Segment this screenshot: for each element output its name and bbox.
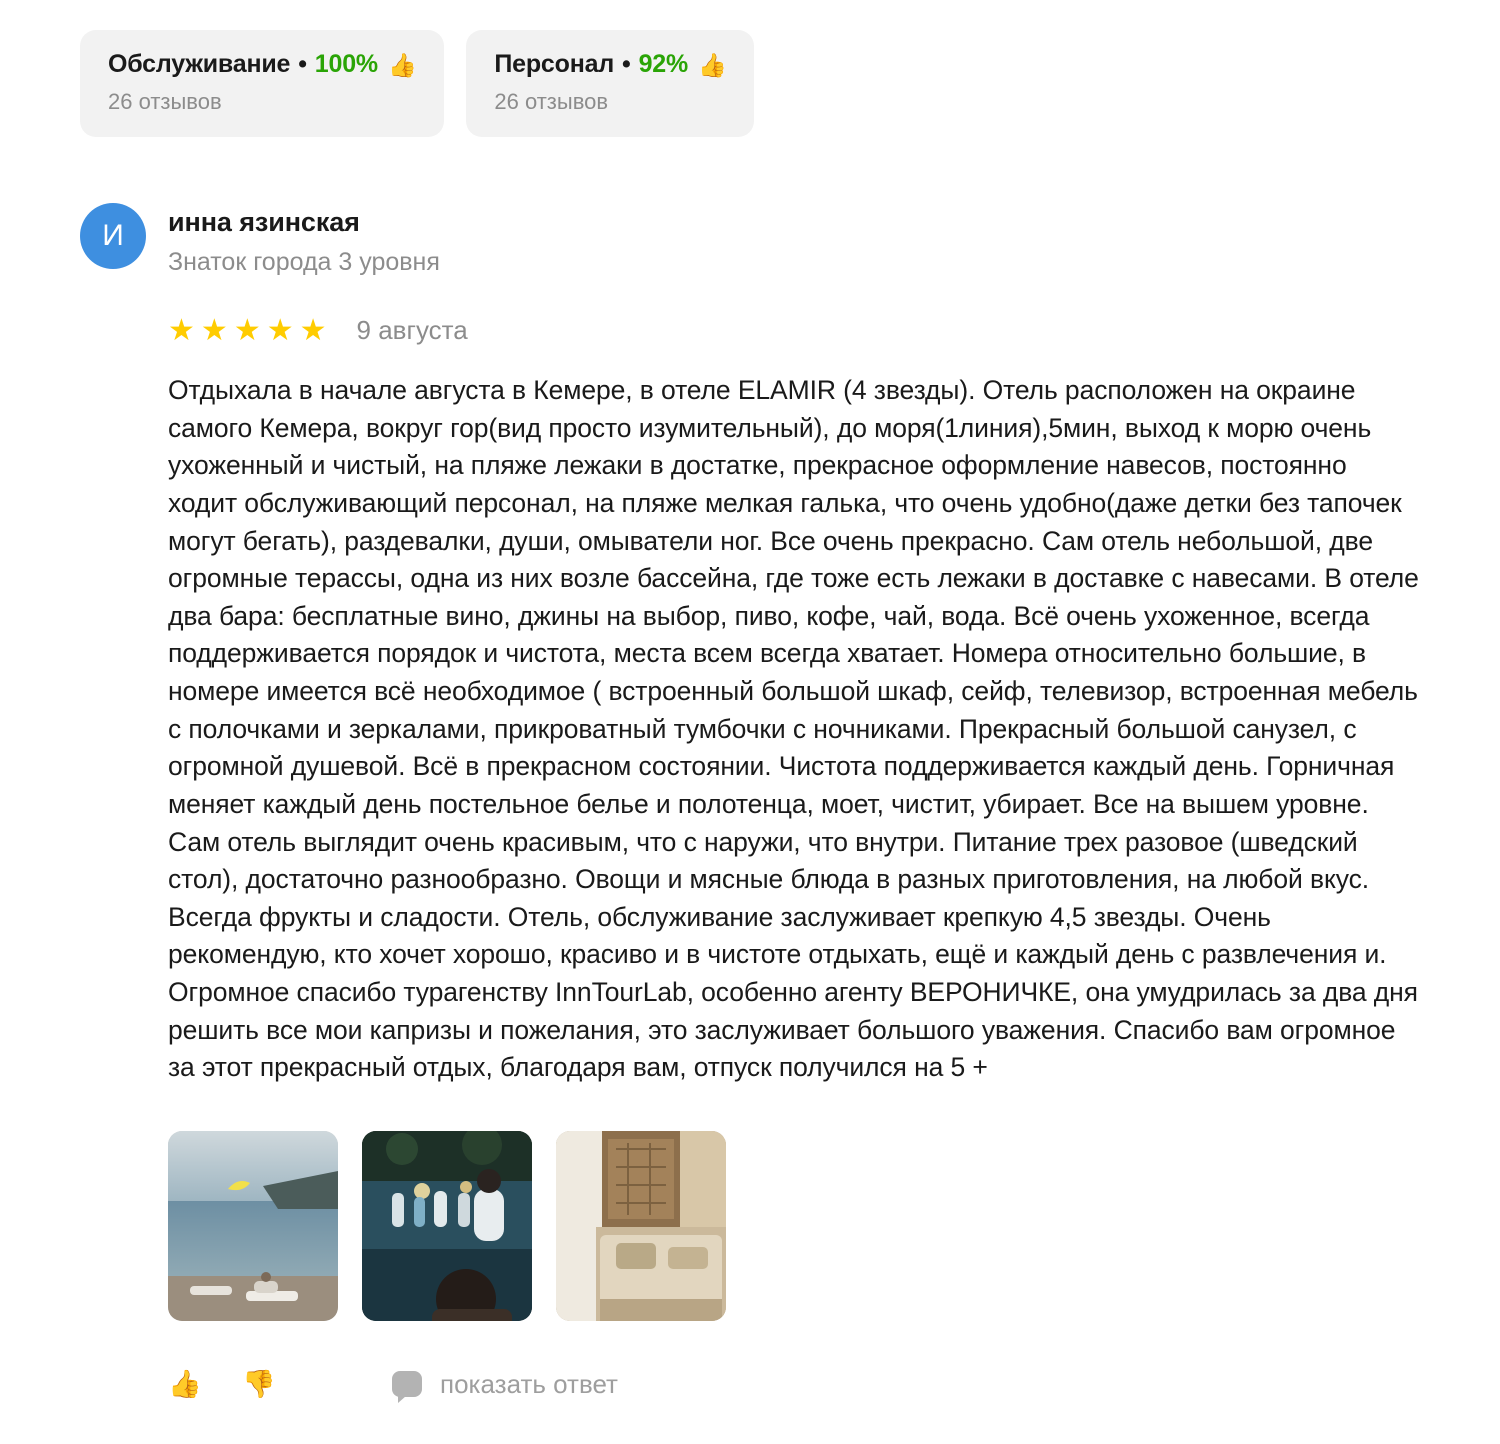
author-block — [168, 203, 440, 277]
review-photo-animation[interactable] — [362, 1131, 532, 1321]
avatar[interactable]: И — [80, 203, 146, 269]
comment-bubble-icon — [392, 1371, 422, 1397]
rating-chip-staff-label: Персонал — [494, 50, 614, 78]
rating-chip-staff-separator: • — [622, 50, 631, 78]
like-button[interactable] — [168, 1368, 242, 1399]
review-author-row — [80, 203, 1420, 277]
rating-chip-staff-header — [494, 50, 726, 79]
show-answer-button[interactable] — [392, 1369, 618, 1400]
review-actions — [168, 1369, 1420, 1440]
rating-chip-service-count: 26 отзывов — [108, 89, 222, 114]
review-photos — [168, 1131, 1420, 1321]
rating-chips — [0, 0, 1500, 137]
review-date: 9 августа — [356, 315, 468, 345]
rating-chip-service[interactable] — [80, 30, 444, 137]
review-text: Отдыхала в начале августа в Кемере, в отеле ELAMIR (4 звезды). Отель расположен на окраине самого Кемера, вокруг гор(вид просто изумительный), до моря(1линия),5мин, выход к морю очень ухоженный и чистый, на пляже лежаки в достатке, прекрасное оформление навесов, постоянно ходит обслуживающий персонал, на пляже мелкая галька, что очень удобно(даже детки без тапочек могут бегать), раздевалки, души, омыватели ног. Все очень прекрасно. Сам отель небольшой, две огромные терассы, одна из них возле бассейна, где тоже есть лежаки в доставке с навесами. В отеле два бара: бесплатные вино, джины на выбор, пиво, кофе, чай, вода. Всё очень ухоженное, всегда поддерживается порядок и чистота, места всем всегда хватает. Номера относительно большие, в номере имеется всё необходимое ( встроенный большой шкаф, сейф, телевизор, встроенная мебель с полочками и зеркалами, прикроватный тумбочки с ночниками. Прекрасный большой санузел, с огромной душевой. Всё в прекрасном состоянии. Чистота поддерживается каждый день. Горничная меняет каждый день постельное белье и полотенца, моет, чистит, убирает. Все на вышем уровне. Сам отель выглядит очень красивым, что с наружи, что внутри. Питание трех разовое (шведский стол), достаточно разнообразно. Овощи и мясные блюда в разных приготовления, на любой вкус. Всегда фрукты и сладости. Отель, обслуживание заслуживает крепкую 4,5 звезды. Очень рекомендую, кто хочет хорошо, красиво и в чистоте отдыхать, ещё и каждый день с развлечения и. Огромное спасибо турагенству InnTourLab, особенно агенту ВЕРОНИЧКЕ, она умудрилась за два дня решить все мои капризы и пожелания, это заслуживает большого уважения. Спасибо вам огромное за этот прекрасный отдых, благодаря вам, отпуск получился на 5 + — [168, 375, 1419, 1083]
rating-chip-staff-count: 26 отзывов — [494, 89, 609, 114]
review-photo-beach[interactable] — [168, 1131, 338, 1321]
rating-chip-service-separator: • — [298, 50, 307, 78]
photo-beach-image — [168, 1131, 338, 1321]
star-icon: ★ — [266, 313, 294, 347]
photo-animation-image — [362, 1131, 532, 1321]
rating-chip-service-header — [108, 50, 416, 79]
star-icon: ★ — [233, 313, 261, 347]
star-icon: ★ — [168, 313, 195, 347]
photo-room-image — [556, 1131, 726, 1321]
thumb-up-icon: 👍 — [387, 52, 417, 78]
thumb-down-icon: 👎 — [242, 1368, 276, 1399]
star-icon: ★ — [299, 313, 327, 347]
rating-chip-staff-percent: 92% — [638, 50, 688, 78]
show-answer-label: показать ответ — [440, 1368, 618, 1399]
author-name[interactable]: инна язинская — [168, 207, 360, 237]
star-icon: ★ — [200, 313, 228, 347]
star-rating — [168, 313, 327, 347]
review-rating-row — [168, 315, 1420, 346]
author-level: Знаток города 3 уровня — [168, 248, 440, 276]
review-photo-room[interactable] — [556, 1131, 726, 1321]
rating-chip-service-label: Обслуживание — [108, 50, 291, 78]
review-item — [0, 137, 1500, 1440]
thumb-up-icon: 👍 — [698, 52, 727, 78]
thumb-up-icon: 👍 — [168, 1368, 202, 1399]
rating-chip-staff[interactable] — [466, 30, 754, 137]
rating-chip-service-percent: 100% — [314, 50, 378, 78]
dislike-button[interactable] — [242, 1368, 392, 1399]
